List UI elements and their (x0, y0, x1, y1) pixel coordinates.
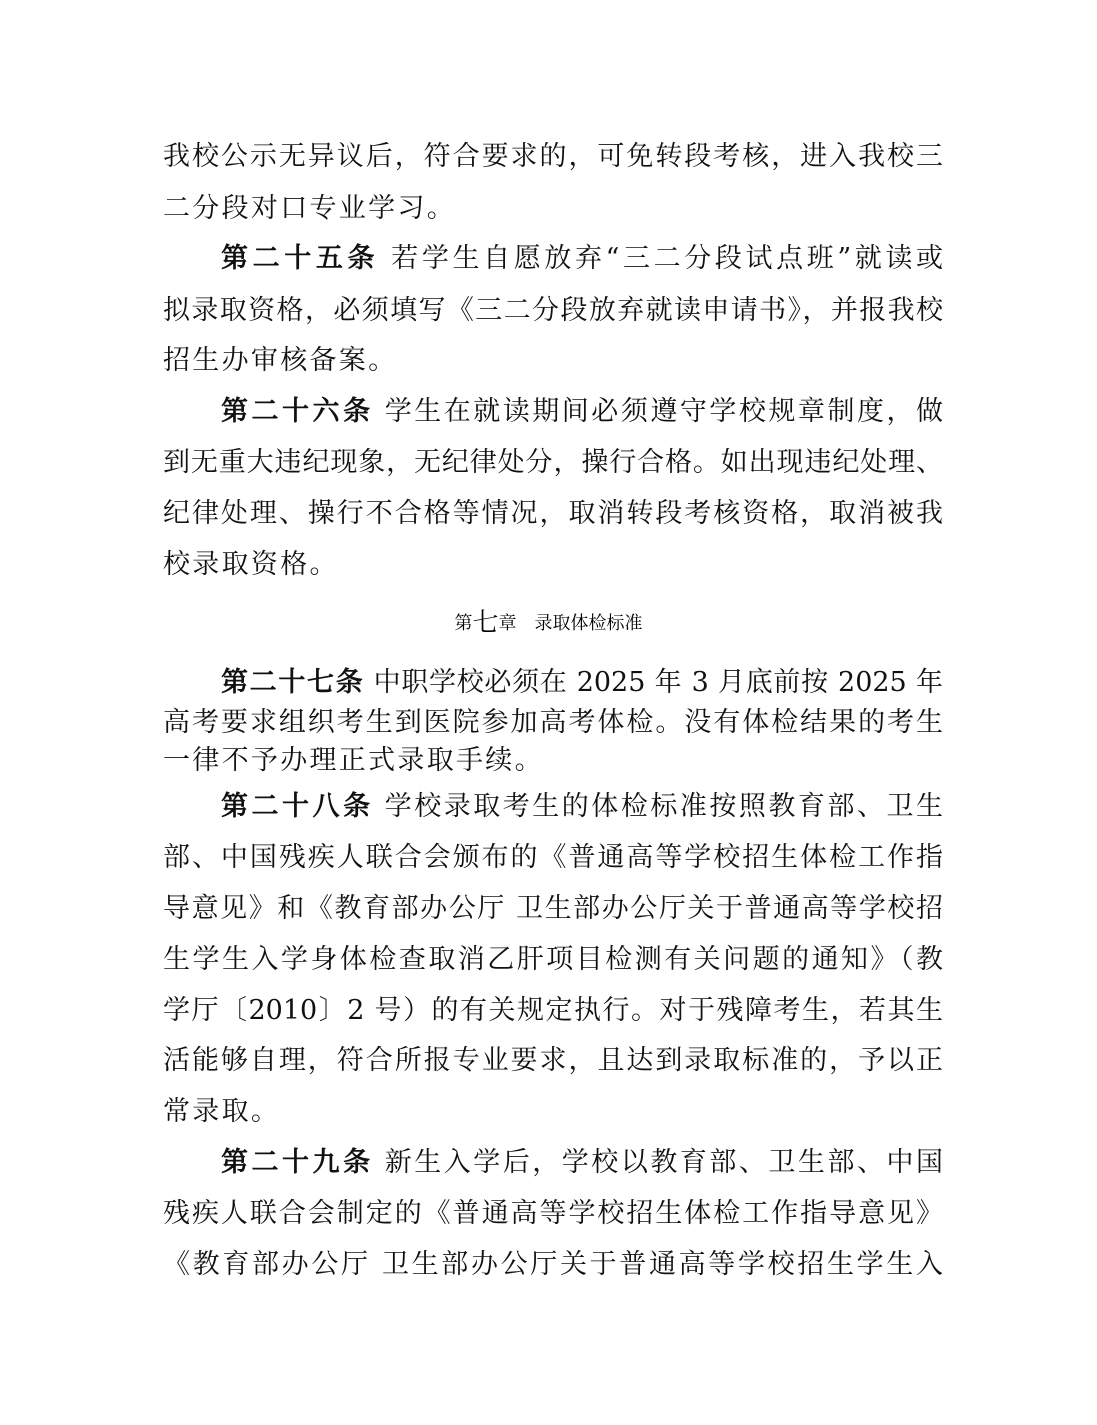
article-26-text: 学生在就读期间必须遵守学校规章制度，做 (373, 396, 943, 427)
paragraph-line: 活能够自理，符合所报专业要求，且达到录取标准的，予以正 (163, 1045, 943, 1076)
article-28-first-line (221, 790, 943, 824)
article-28-label: 第二十八条 (221, 791, 374, 822)
paragraph-line: 拟录取资格，必须填写《三二分段放弃就读申请书》，并报我校 (163, 295, 943, 326)
chapter-prefix: 第 (454, 613, 473, 634)
paragraph-line: 常录取。 (163, 1096, 281, 1127)
article-27-first-line (221, 666, 943, 700)
paragraph-line: 我校公示无异议后，符合要求的，可免转段考核，进入我校三 (163, 141, 943, 172)
article-28-text: 学校录取考生的体检标准按照教育部、卫生 (373, 791, 943, 822)
paragraph-line: 招生办审核备案。 (163, 345, 398, 376)
article-26-first-line (221, 395, 943, 429)
chapter-title: 录取体检标准 (534, 613, 643, 634)
article-25-first-line (221, 242, 943, 276)
paragraph-line: 导意见》和《教育部办公厅 卫生部办公厅关于普通高等学校招 (163, 893, 943, 924)
chapter-heading (0, 608, 1097, 639)
chapter-suffix: 章 (498, 613, 517, 634)
article-27-label: 第二十七条 (221, 667, 365, 698)
article-25-text: 若学生自愿放弃“三二分段试点班”就读或 (379, 243, 943, 274)
paragraph-line: 高考要求组织考生到医院参加高考体检。没有体检结果的考生 (163, 707, 943, 738)
chapter-number: 七 (472, 608, 499, 638)
article-26-label: 第二十六条 (221, 396, 374, 427)
article-25-label: 第二十五条 (221, 243, 380, 274)
article-27-text: 中职学校必须在 2025 年 3 月底前按 2025 年 (364, 667, 944, 698)
paragraph-line: 生学生入学身体检查取消乙肝项目检测有关问题的通知》（教 (163, 944, 943, 975)
paragraph-line: 一律不予办理正式录取手续。 (163, 745, 544, 776)
article-29-first-line (221, 1146, 943, 1180)
paragraph-line: 部、中国残疾人联合会颁布的《普通高等学校招生体检工作指 (163, 842, 943, 873)
article-29-label: 第二十九条 (221, 1147, 374, 1178)
paragraph-line: 校录取资格。 (163, 549, 339, 580)
paragraph-line: 二分段对口专业学习。 (163, 193, 456, 224)
paragraph-line: 学厅〔2010〕2 号）的有关规定执行。对于残障考生，若其生 (163, 995, 943, 1026)
paragraph-line: 《教育部办公厅 卫生部办公厅关于普通高等学校招生学生入 (163, 1249, 943, 1280)
article-29-text: 新生入学后，学校以教育部、卫生部、中国 (373, 1147, 943, 1178)
paragraph-line: 到无重大违纪现象，无纪律处分，操行合格。如出现违纪处理、 (163, 447, 943, 478)
paragraph-line: 纪律处理、操行不合格等情况，取消转段考核资格，取消被我 (163, 498, 943, 529)
paragraph-line: 残疾人联合会制定的《普通高等学校招生体检工作指导意见》 (163, 1198, 943, 1229)
